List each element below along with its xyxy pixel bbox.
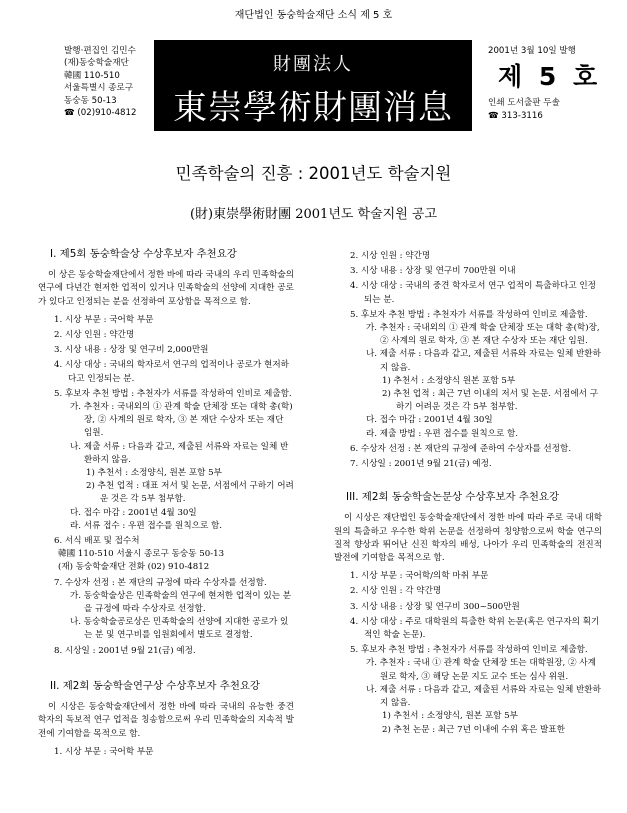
printer-phone: ☎ 313-3116 — [488, 110, 543, 121]
newsletter-header-line: 재단법인 동숭학술재단 소식 제 5 호 — [234, 10, 393, 21]
publisher-line: 韓國 110-510 — [64, 70, 120, 81]
right-column — [334, 248, 602, 737]
list-item: 5. 후보자 추천 방법 : 추천자가 서류를 작성하여 인비로 제출함. — [350, 309, 588, 320]
list-item: 나. 제출 서류 : 다음과 같고, 제출된 서류와 자료는 일체 반환하지 않음. — [70, 441, 289, 465]
list-item: 3. 시상 내용 : 상장 및 연구비 700만원 이내 — [350, 266, 516, 277]
page-title: 민족학술의 진흥 : 2001년도 학술지원 — [175, 164, 452, 183]
issue-info — [488, 45, 618, 122]
list-item: 5. 후보자 추천 방법 : 추천자가 서류를 작성하여 인비로 제출함. — [350, 645, 588, 656]
section-list — [38, 746, 294, 759]
printer-info: 인쇄 도서출판 두솔 — [488, 98, 560, 109]
section-intro: 이 시상은 재단법인 동숭학술재단에서 정한 바에 따라 주로 국내 대학원의 특출하고 우수한 학위 논문을 선정하여 칭양함으로써 학술 연구의 질적 향상과 뛰어난 신진 학자의 배성, 나아가 우리 민족학술의 전진적 발전에 기여함을 목적으로 함. — [334, 513, 602, 564]
list-item: 2. 시상 인원 : 약간명 — [350, 251, 431, 261]
page-subtitle: (財)東崇學術財團 2001년도 학술지원 공고 — [189, 207, 438, 222]
list-item: 1) 추천서 : 소정양식 원본 포함 5부 — [382, 375, 516, 386]
list-item: 1. 시상 부문 : 국어학 부문 — [54, 314, 154, 325]
list-item: 2) 추천 업적 : 최근 7년 이내의 저서 및 논문. 서점에서 구하기 어려운 것은 각 5부 첨부함. — [382, 389, 598, 413]
list-item: 2. 시상 인원 : 약간명 — [54, 330, 135, 341]
publisher-line: ☎ (02)910-4812 — [64, 108, 137, 119]
masthead-small-text: 財團法人 — [273, 54, 353, 75]
list-item: 다. 접수 마감 : 2001년 4월 30일 — [70, 507, 197, 518]
section-intro: 이 시상은 동숭학술재단에서 정한 바에 따라 국내의 유능한 중견 학자의 독보적 연구 업적을 칭송함으로써 우리 민족학술의 지속적 발전에 기여함을 목적으로 함. — [38, 702, 294, 739]
list-item: 가. 추천자 : 국내 ① 관계 학술 단체장 또는 대학원장, ② 사계 원로 학자, ③ 해당 논문 지도 교수 또는 심사 위원. — [366, 658, 596, 682]
masthead-title: 東崇學術財團消息 — [173, 88, 453, 128]
section-heading: I. 제5회 동숭학술상 수상후보자 추천요강 — [50, 248, 237, 260]
list-item: 가. 동숭학술상은 민족학술의 연구에 현저한 업적이 있는 분을 규정에 따라 수상자로 선정함. — [70, 590, 292, 615]
list-item: 1. 시상 부문 : 국어학 부문 — [54, 746, 154, 757]
section-list — [334, 570, 602, 736]
list-item: 가. 추천자 : 국내외의 ① 관계 학술 단체장 또는 대학 총(학)장, ② 사계의 원로 학자, ③ 본 재단 수상자 또는 재단 임원. — [70, 402, 293, 439]
list-item: 라. 제출 방법 : 우편 접수를 원칙으로 함. — [366, 428, 519, 439]
list-item: 2) 추천 논문 : 최근 7년 이내에 수위 혹은 발표한 — [382, 724, 565, 735]
publisher-line: 발행·편집인 김민수 — [64, 46, 136, 56]
list-item: 라. 서류 접수 : 우편 접수를 원칙으로 함. — [70, 520, 223, 531]
list-item: 4. 시상 대상 : 국내의 중견 학자로서 연구 업적이 특출하다고 인정되는 분. — [350, 281, 596, 305]
list-item: (재) 동숭학술재단 전화 (02) 910-4812 — [58, 562, 210, 573]
publisher-info — [64, 45, 136, 119]
list-item: 5. 후보자 추천 방법 : 추천자가 서류를 작성하여 인비로 제출함. — [54, 388, 292, 399]
publisher-line: (재)동숭학술재단 — [64, 58, 129, 69]
section-list — [38, 314, 294, 658]
issue-date: 2001년 3월 10일 발행 — [488, 46, 576, 56]
issue-number: 제 5 호 — [498, 62, 602, 92]
list-item: 2) 추천 업적 : 대표 저서 및 논문, 서점에서 구하기 어려운 것은 각 5부 첨부함. — [86, 481, 294, 505]
list-item: 8. 시상일 : 2001년 9월 21(금) 예정. — [54, 645, 196, 656]
left-column — [38, 248, 294, 759]
list-item: 4. 시상 대상 : 국내의 학자로서 연구의 업적이나 공로가 현저하다고 인정되는 분. — [54, 360, 289, 384]
list-item: 6. 수상자 선정 : 본 재단의 규정에 준하여 수상자를 선정함. — [350, 443, 572, 454]
list-item: 나. 제출 서류 : 다음과 같고, 제출된 서류와 자료는 일체 반환하지 않음. — [366, 349, 601, 373]
list-item: 다. 접수 마감 : 2001년 4월 30일 — [366, 415, 493, 426]
list-item: 나. 제출 서류 : 다음과 같고, 제출된 서류와 자료는 일체 반환하지 않음. — [366, 684, 601, 709]
list-item: 나. 동숭학술공로상은 민족학술의 선양에 지대한 공로가 있는 분 및 연구비를 임원회에서 별도로 결정함. — [70, 617, 289, 641]
section-heading: III. 제2회 동숭학술논문상 수상후보자 추천요강 — [346, 491, 559, 504]
section-list — [334, 250, 602, 471]
section-heading: II. 제2회 동숭학술연구상 수상후보자 추천요강 — [50, 679, 260, 692]
list-item: 2. 시상 인원 : 각 약간명 — [350, 586, 442, 597]
list-item: 3. 시상 내용 : 상장 및 연구비 2,000만원 — [54, 345, 209, 356]
list-item: 7. 시상일 : 2001년 9월 21(금) 예정. — [350, 459, 492, 470]
list-item: 가. 추천자 : 국내외의 ① 관계 학술 단체장 또는 대학 총(학)장, ② 사계의 원로 학자, ③ 본 재단 수상자 또는 재단 임원. — [366, 323, 600, 347]
list-item: 1) 추천서 : 소정양식, 원본 포함 5부 — [382, 711, 518, 722]
list-item: 1) 추천서 : 소정양식, 원본 포함 5부 — [86, 468, 222, 479]
list-item: 3. 시상 내용 : 상장 및 연구비 300~500만원 — [350, 601, 520, 612]
list-item: 韓國 110-510 서울시 종로구 동숭동 50-13 — [58, 549, 225, 560]
masthead-banner — [154, 40, 472, 131]
list-item: 4. 시상 대상 : 주로 대학원의 특출한 학위 논문(혹은 연구자의 획기적인 학술 논문). — [350, 616, 600, 641]
publisher-line: 동숭동 50-13 — [64, 95, 117, 106]
list-item: 7. 수상자 선정 : 본 재단의 규정에 따라 수상자를 선정함. — [54, 577, 267, 588]
list-item: 1. 시상 부문 : 국어학/의학 마취 부문 — [350, 571, 489, 582]
list-item: 6. 서식 배포 및 접수처 — [54, 536, 140, 547]
publisher-line: 서울특별시 종로구 — [64, 83, 134, 94]
section-intro: 이 상은 동숭학술재단에서 정한 바에 따라 국내의 우리 민족학술의 연구에 다년간 현저한 업적이 있거나 민족학술의 선양에 지대한 공로가 있다고 인정되는 분을 선정하여 포상함을 목적으로 함. — [38, 270, 294, 307]
